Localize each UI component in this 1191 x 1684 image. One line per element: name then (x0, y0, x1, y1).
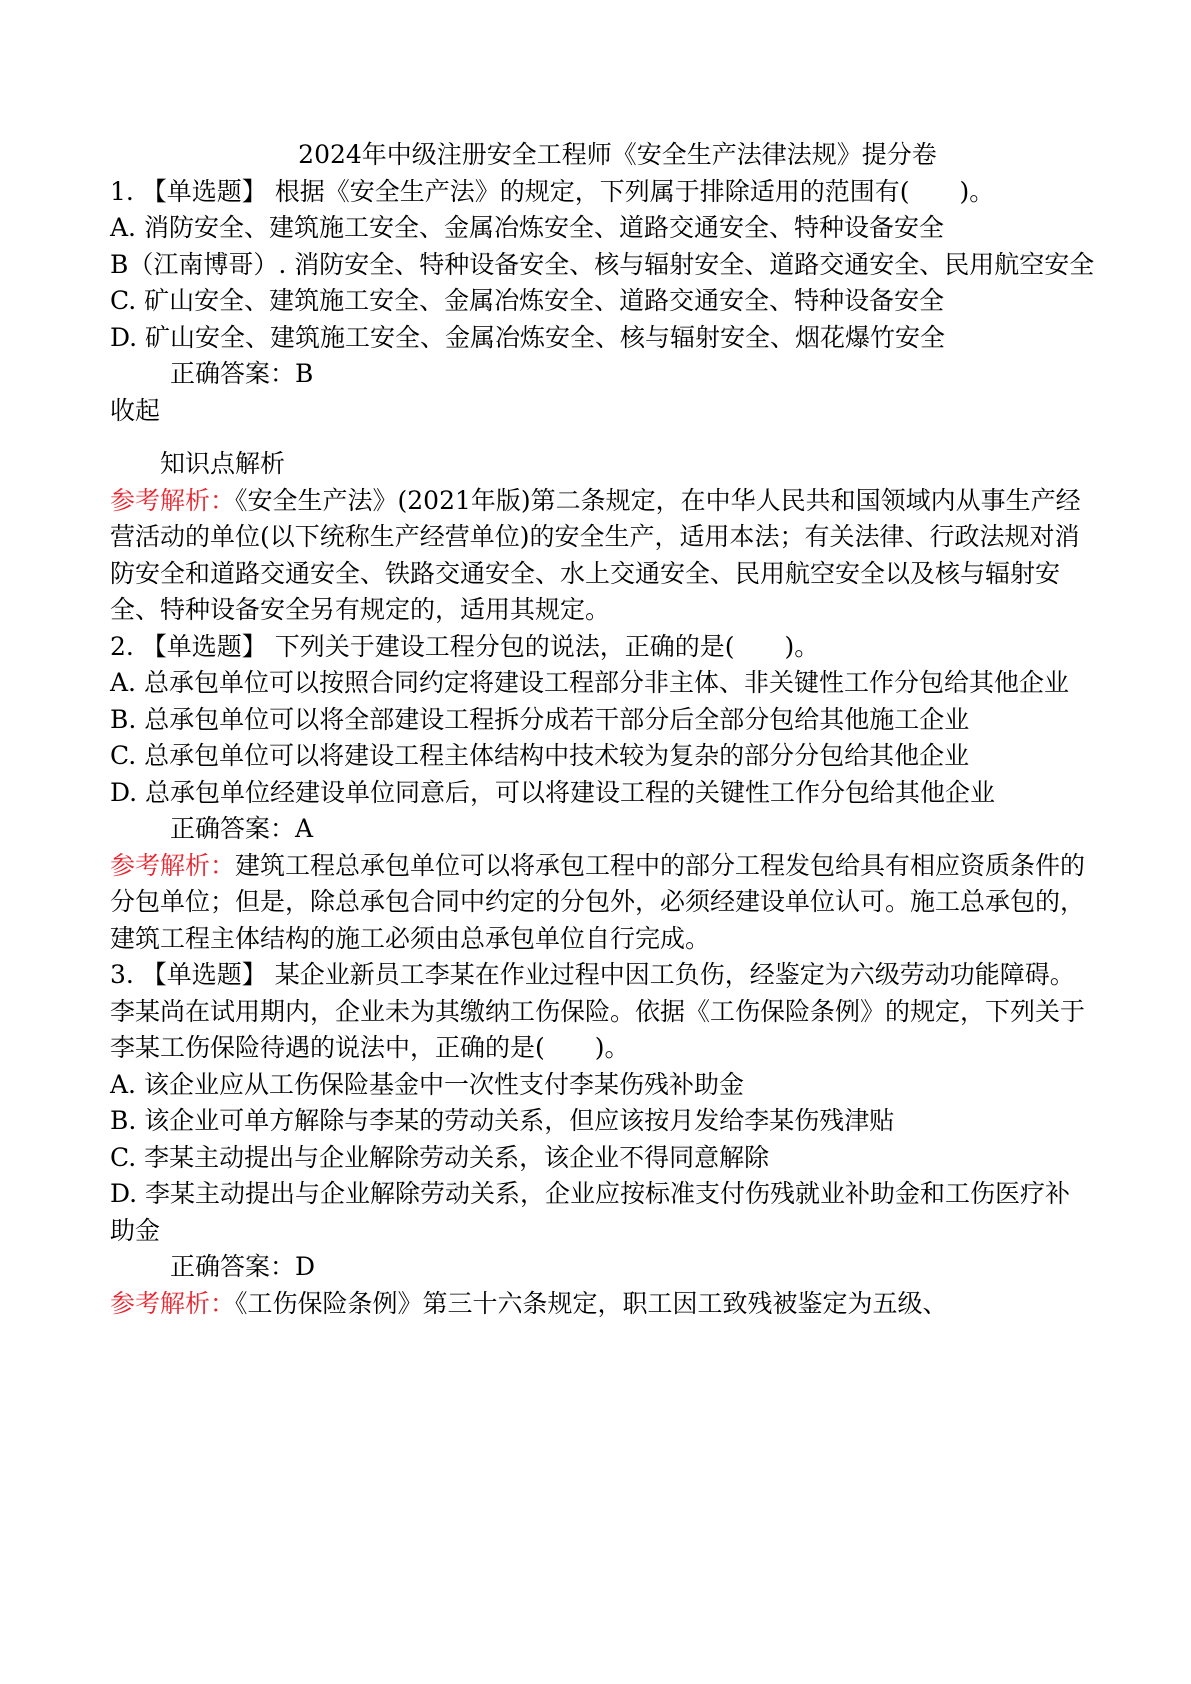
option-d: D. 李某主动提出与企业解除劳动关系，企业应按标准支付伤残就业补助金和工伤医疗补助金 (110, 1179, 1071, 1245)
document-title: 2024年中级注册安全工程师《安全生产法律法规》提分卷 (298, 140, 937, 169)
option-a: A. 消防安全、建筑施工安全、金属冶炼安全、道路交通安全、特种设备安全 (110, 213, 944, 242)
explanation (110, 1286, 1095, 1323)
explanation-label: 参考解析： (110, 850, 236, 880)
explanation (110, 483, 1095, 629)
option-d: D. 矿山安全、建筑施工安全、金属冶炼安全、核与辐射安全、烟花爆竹安全 (110, 322, 946, 352)
knowledge-point-heading: 知识点解析 (160, 449, 286, 478)
option-c: C. 矿山安全、建筑施工安全、金属冶炼安全、道路交通安全、特种设备安全 (110, 286, 945, 315)
explanation-label: 参考解析： (110, 1288, 236, 1318)
option-b: B. 该企业可单方解除与李某的劳动关系，但应该按月发给李某伤残津贴 (110, 1106, 895, 1135)
option-d: D. 总承包单位经建设单位同意后，可以将建设工程的关键性工作分包给其他企业 (110, 777, 996, 807)
explanation-text: 建筑工程总承包单位可以将承包工程中的部分工程发包给具有相应资质条件的分包单位；但是，除总承包合同中约定的分包外，必须经建设单位认可。施工总承包的，建筑工程主体结构的施工必须由总承包单位自行完成。 (110, 850, 1086, 953)
option-b: B. 总承包单位可以将全部建设工程拆分成若干部分后全部分包给其他施工企业 (110, 704, 970, 734)
option-b: B（江南博哥）. 消防安全、特种设备安全、核与辐射安全、道路交通安全、民用航空安全 (110, 249, 1095, 279)
question-stem: 3. 【单选题】 某企业新员工李某在作业过程中因工负伤，经鉴定为六级劳动功能障碍。李某尚在试用期内，企业未为其缴纳工伤保险。依据《工伤保险条例》的规定，下列关于李某工伤保险待遇的说法中，正确的是( )。 (110, 960, 1086, 1062)
question-3 (110, 957, 1095, 1322)
option-c: C. 总承包单位可以将建设工程主体结构中技术较为复杂的部分分包给其他企业 (110, 741, 970, 770)
explanation-text: 《工伤保险条例》第三十六条规定，职工因工致残被鉴定为五级、 (235, 1288, 948, 1318)
question-1 (110, 174, 1095, 629)
question-stem: 2. 【单选题】 下列关于建设工程分包的说法，正确的是( )。 (110, 631, 820, 661)
question-2 (110, 629, 1095, 958)
correct-answer: 正确答案：D (170, 1252, 316, 1281)
correct-answer: 正确答案：A (170, 814, 314, 843)
document-page (110, 137, 1095, 1322)
option-a: A. 该企业应从工伤保险基金中一次性支付李某伤残补助金 (110, 1069, 744, 1099)
option-c: C. 李某主动提出与企业解除劳动关系，该企业不得同意解除 (110, 1142, 770, 1172)
collapse-link[interactable]: 收起 (110, 395, 161, 425)
question-stem: 1. 【单选题】 根据《安全生产法》的规定，下列属于排除适用的范围有( )。 (110, 176, 995, 206)
explanation-text: 《安全生产法》(2021年版)第二条规定，在中华人民共和国领域内从事生产经营活动的单位(以下统称生产经营单位)的安全生产，适用本法；有关法律、行政法规对消防安全和道路交通安全、铁路交通安全、水上交通安全、民用航空安全以及核与辐射安全、特种设备安全另有规定的，适用其规定。 (110, 485, 1081, 624)
explanation (110, 848, 1095, 958)
correct-answer: 正确答案：B (170, 359, 314, 388)
explanation-label: 参考解析： (110, 485, 236, 515)
option-a: A. 总承包单位可以按照合同约定将建设工程部分非主体、非关键性工作分包给其他企业 (110, 668, 1069, 697)
